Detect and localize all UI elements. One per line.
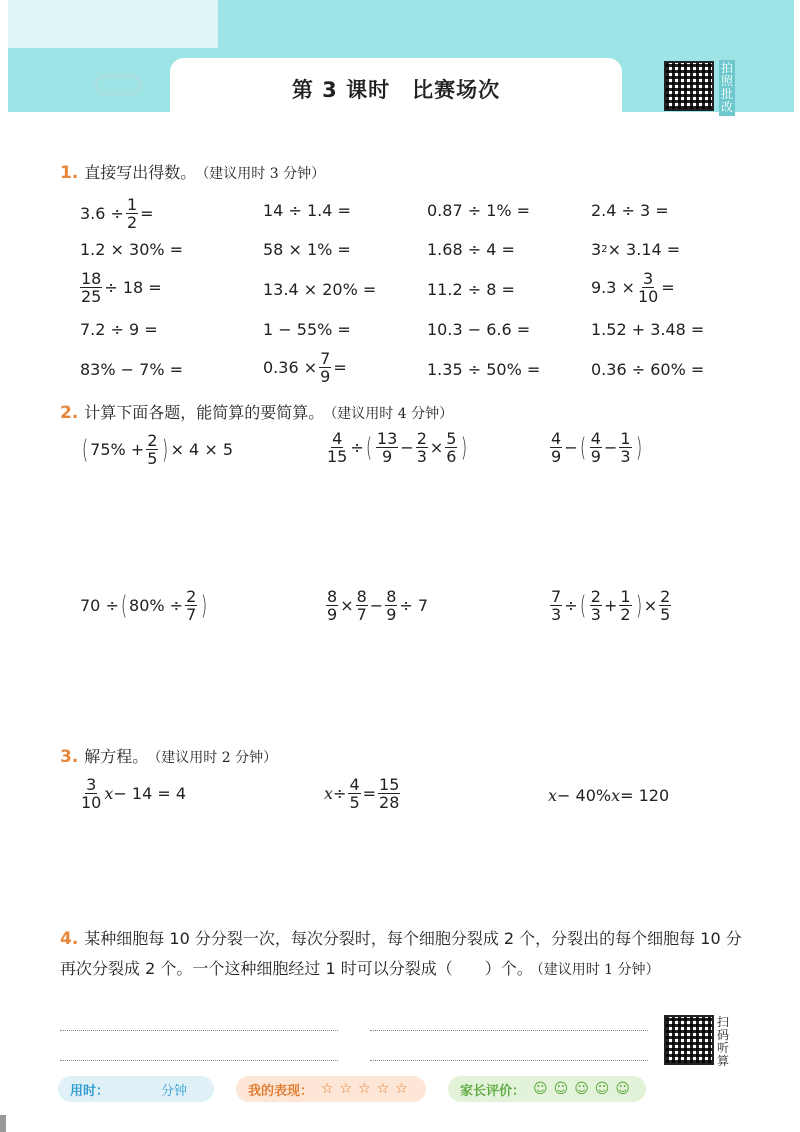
variable: x <box>548 786 558 805</box>
expr-text: 70 ÷ <box>80 596 119 615</box>
fraction <box>619 588 631 623</box>
denominator: 3 <box>620 447 631 466</box>
expr-text: × <box>340 596 354 615</box>
q1-r1-b: 14 ÷ 1.4 = <box>263 201 351 220</box>
expr-text: 0.36 × <box>263 358 318 377</box>
numerator: 15 <box>379 775 400 794</box>
fraction <box>550 588 562 623</box>
expr-text: 80% ÷ <box>129 596 184 615</box>
q2-e2 <box>324 430 470 465</box>
qr-code-icon[interactable] <box>664 1015 714 1065</box>
q1-r4-b: 1 − 55% = <box>263 320 351 339</box>
q1-r3-d <box>591 270 675 305</box>
fraction <box>590 430 602 465</box>
expr-text: ÷ <box>564 596 578 615</box>
numerator: 1 <box>126 195 138 214</box>
fraction <box>619 430 631 465</box>
fraction <box>326 588 338 623</box>
answer-line[interactable] <box>60 1060 338 1061</box>
paren-close: ) <box>162 434 169 465</box>
q3-e3 <box>548 786 669 805</box>
variable: x <box>104 784 114 803</box>
numerator: 3 <box>86 775 97 794</box>
fraction <box>356 588 368 623</box>
star-icon[interactable]: ☆☆☆☆☆ <box>321 1081 414 1097</box>
fraction <box>590 588 602 623</box>
q3-e2 <box>324 776 402 811</box>
denominator: 9 <box>320 367 331 386</box>
section-1-title <box>60 160 325 183</box>
fraction <box>185 588 197 623</box>
expr-text: − <box>400 438 414 457</box>
q3-e1 <box>78 776 186 811</box>
qr-label: 拍照批改 <box>720 61 733 114</box>
parent-box <box>448 1076 646 1102</box>
expr-text: = <box>140 204 154 223</box>
q1-r1-a <box>80 196 154 231</box>
expr-text: − <box>603 438 618 457</box>
section-hint: （建议用时 4 分钟） <box>330 406 454 422</box>
q2-e5 <box>324 588 428 623</box>
q1-r2-d <box>591 240 680 259</box>
expr-text: × 4 × 5 <box>170 440 233 459</box>
fraction <box>319 350 331 385</box>
fraction <box>378 776 400 811</box>
numerator: 18 <box>81 269 102 288</box>
fraction <box>80 776 102 811</box>
fraction <box>80 270 102 305</box>
page-edge <box>0 1115 6 1132</box>
q2-e3 <box>548 430 644 465</box>
denominator: 15 <box>327 447 348 466</box>
parent-label: 家长评价： <box>460 1083 526 1099</box>
numerator: 2 <box>660 587 671 606</box>
q2-e6 <box>548 588 673 623</box>
fraction <box>146 432 158 467</box>
q1-r4-d: 1.52 + 3.48 = <box>591 320 705 339</box>
fraction <box>637 270 659 305</box>
denominator: 3 <box>416 447 427 466</box>
expr-text: + <box>603 596 618 615</box>
denominator: 5 <box>349 793 360 812</box>
smile-icon[interactable]: ☺☺☺☺☺ <box>533 1081 636 1097</box>
numerator: 4 <box>332 429 343 448</box>
expr-text: 9.3 × <box>591 278 635 297</box>
numerator: 8 <box>356 587 367 606</box>
numerator: 1 <box>620 429 631 448</box>
expr-text: − <box>564 438 578 457</box>
q1-r2-b: 58 × 1% = <box>263 240 351 259</box>
q1-r3-b: 13.4 × 20% = <box>263 280 377 299</box>
expr-text: × <box>429 438 444 457</box>
section-number: 3. <box>60 747 79 767</box>
section-hint: （建议用时 2 分钟） <box>154 750 278 766</box>
expr-text: − 14 = 4 <box>113 784 186 803</box>
time-box <box>58 1076 214 1102</box>
q1-r2-c: 1.68 ÷ 4 = <box>427 240 515 259</box>
fraction <box>376 430 398 465</box>
base: 3 <box>591 240 602 259</box>
denominator: 2 <box>620 605 631 624</box>
numerator: 2 <box>416 429 427 448</box>
expr-text: ÷ 18 = <box>104 278 162 297</box>
numerator: 4 <box>590 429 601 448</box>
performance-box <box>236 1076 426 1102</box>
fraction <box>445 430 457 465</box>
denominator: 9 <box>386 605 397 624</box>
section-text: 某种细胞每 10 分分裂一次，每次分裂时，每个细胞分裂成 2 个，分裂出的每个细胞每 10 分再次分裂成 2 个。一个这种细胞经过 1 时可以分裂成（ ）个。 <box>60 929 742 978</box>
numerator: 2 <box>147 431 158 450</box>
q1-r3-c: 11.2 ÷ 8 = <box>427 280 515 299</box>
section-text: 解方程。 <box>84 747 149 766</box>
q1-r5-d: 0.36 ÷ 60% = <box>591 360 705 379</box>
denominator: 7 <box>356 605 367 624</box>
denominator: 2 <box>126 213 138 232</box>
denominator: 25 <box>81 287 102 306</box>
numerator: 8 <box>386 587 397 606</box>
numerator: 3 <box>643 269 654 288</box>
qr-label: 扫码听算 <box>716 1015 729 1068</box>
denominator: 9 <box>590 447 601 466</box>
expr-text: − 40% <box>557 786 612 805</box>
fraction <box>416 430 428 465</box>
q1-r5-c: 1.35 ÷ 50% = <box>427 360 541 379</box>
numerator: 13 <box>376 429 398 448</box>
denominator: 5 <box>147 449 158 468</box>
expr-text: = <box>333 358 347 377</box>
numerator: 7 <box>551 587 562 606</box>
q1-r5-a: 83% − 7% = <box>80 360 184 379</box>
q1-r1-d: 2.4 ÷ 3 = <box>591 201 669 220</box>
section-number: 4. <box>60 929 79 949</box>
denominator: 7 <box>186 605 197 624</box>
paren-open: ( <box>579 590 586 621</box>
faint-mark <box>95 75 141 95</box>
expr-text: 75% + <box>90 440 145 459</box>
paren-close: ) <box>461 432 468 463</box>
expr-text: ÷ <box>333 784 347 803</box>
fraction <box>348 776 360 811</box>
denominator: 10 <box>637 287 659 306</box>
fraction <box>550 430 562 465</box>
variable: x <box>611 786 621 805</box>
paren-close: ) <box>635 590 642 621</box>
time-unit: 分钟 <box>161 1083 188 1099</box>
denominator: 6 <box>446 447 457 466</box>
section-3-title <box>60 744 277 767</box>
denominator: 3 <box>590 605 601 624</box>
answer-line[interactable] <box>60 1030 338 1031</box>
paren-close: ) <box>635 432 642 463</box>
numerator: 1 <box>620 587 631 606</box>
expr-text: = <box>362 784 377 803</box>
paren-open: ( <box>365 432 372 463</box>
page-title: 第 3 课时 比赛场次 <box>291 78 501 102</box>
q1-r2-a: 1.2 × 30% = <box>80 240 184 259</box>
expr-text: 3.6 ÷ <box>80 204 124 223</box>
denominator: 10 <box>81 793 102 812</box>
denominator: 5 <box>660 605 671 624</box>
q1-r4-a: 7.2 ÷ 9 = <box>80 320 158 339</box>
paren-open: ( <box>82 434 89 465</box>
denominator: 9 <box>327 605 338 624</box>
q1-r1-c: 0.87 ÷ 1% = <box>427 201 531 220</box>
expr-text: ÷ 7 <box>399 596 429 615</box>
q1-r5-b <box>263 350 347 385</box>
expr-text: × <box>643 596 658 615</box>
q1-r4-c: 10.3 − 6.6 = <box>427 320 531 339</box>
fraction <box>659 588 671 623</box>
numerator: 4 <box>551 429 562 448</box>
time-label: 用时： <box>70 1083 110 1099</box>
section-4 <box>60 924 750 985</box>
section-number: 2. <box>60 403 79 423</box>
answer-line[interactable] <box>370 1060 648 1061</box>
section-2-title <box>60 400 453 423</box>
q2-e1 <box>80 432 233 467</box>
denominator: 9 <box>551 447 562 466</box>
numerator: 8 <box>327 587 338 606</box>
section-text: 计算下面各题，能简算的要简算。 <box>84 403 325 422</box>
qr-code-icon[interactable] <box>664 61 714 111</box>
expr-text: = <box>661 278 675 297</box>
numerator: 5 <box>446 429 457 448</box>
answer-line[interactable] <box>370 1030 648 1031</box>
perf-label: 我的表现： <box>248 1083 314 1099</box>
section-number: 1. <box>60 163 79 183</box>
fraction <box>385 588 397 623</box>
expr-text: × 3.14 = <box>607 240 681 259</box>
expr-text: − <box>369 596 384 615</box>
section-hint: （建议用时 1 分钟） <box>536 962 660 978</box>
fraction <box>126 196 138 231</box>
header-band-light <box>8 0 218 48</box>
denominator: 28 <box>379 793 400 812</box>
numerator: 2 <box>186 587 197 606</box>
section-text: 直接写出得数。 <box>84 163 197 182</box>
paren-open: ( <box>120 590 127 621</box>
denominator: 9 <box>382 447 393 466</box>
expr-text: = 120 <box>620 786 670 805</box>
paren-close: ) <box>201 590 208 621</box>
variable: x <box>324 784 334 803</box>
paren-open: ( <box>579 432 586 463</box>
fraction <box>326 430 348 465</box>
numerator: 7 <box>320 349 331 368</box>
numerator: 4 <box>349 775 360 794</box>
q2-e4 <box>80 588 209 623</box>
expr-text: ÷ <box>350 438 364 457</box>
section-hint: （建议用时 3 分钟） <box>202 166 326 182</box>
denominator: 3 <box>551 605 562 624</box>
q1-r3-a <box>78 270 162 305</box>
exponent: 2 <box>601 244 608 255</box>
numerator: 2 <box>590 587 601 606</box>
